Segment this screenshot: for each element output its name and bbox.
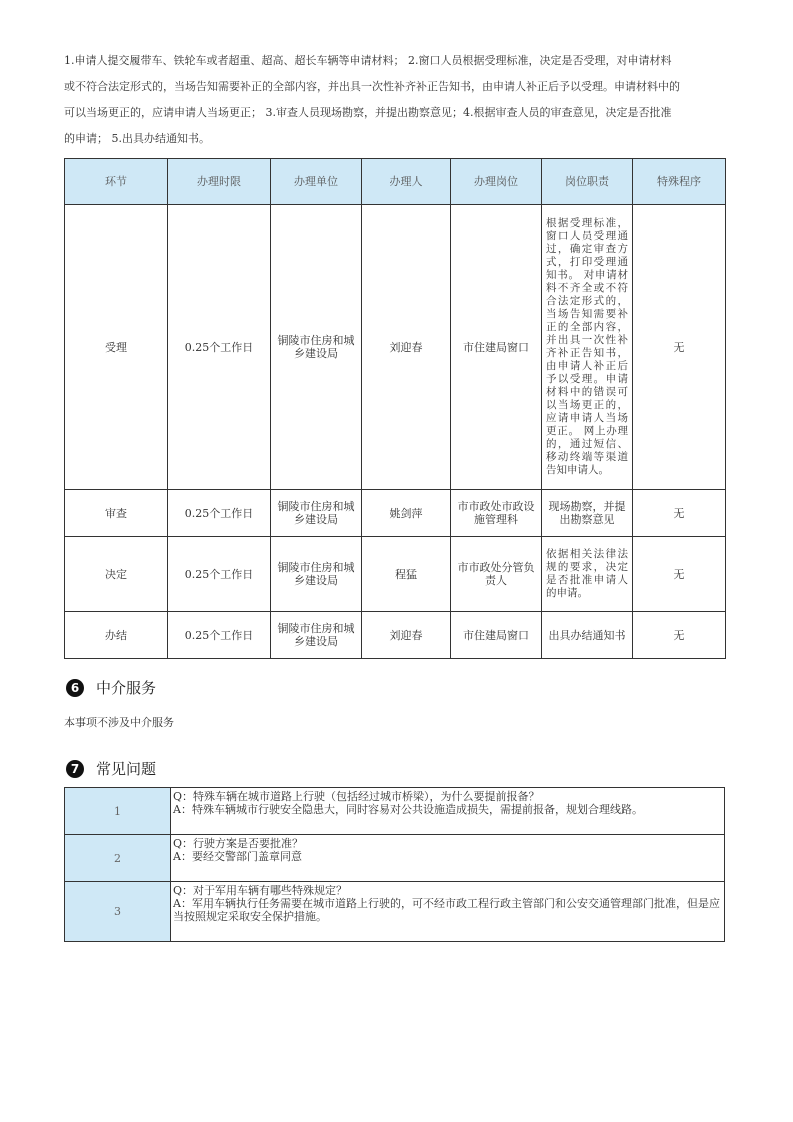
table-cell: 0.25个工作日 — [168, 490, 271, 537]
table-cell: 姚剑萍 — [362, 490, 451, 537]
faq-content — [171, 882, 725, 942]
table-cell: 刘迎春 — [362, 612, 451, 659]
section-title: 常见问题 — [96, 760, 157, 778]
column-header: 办理单位 — [271, 159, 362, 205]
table-cell: 根据受理标准，窗口人员受理通过，确定审查方式，打印受理通知书。 对申请材料不齐全或不符合法定形式的，当场告知需要补正的全部内容，并出具一次性补齐补正告知书，由申请人补正后予以受理。申请材料中的错误可以当场更正的，应请申请人当场更正。 网上办理的，通过短信、移动终端等渠道告知申请人。 — [542, 205, 633, 490]
table-cell: 市住建局窗口 — [451, 612, 542, 659]
column-header: 办理时限 — [168, 159, 271, 205]
section-heading-faq — [66, 758, 156, 779]
faq-answer: A：特殊车辆城市行驶安全隐患大，同时容易对公共设施造成损失，需提前报备，规划合理线路。 — [173, 803, 643, 816]
table-cell: 无 — [633, 205, 726, 490]
faq-row — [65, 788, 725, 835]
intro-line: 的申请； 5.出具办结通知书。 — [64, 132, 210, 145]
table-row — [65, 490, 726, 537]
table-cell: 0.25个工作日 — [168, 205, 271, 490]
table-cell: 无 — [633, 537, 726, 612]
faq-question: Q：特殊车辆在城市道路上行驶（包括经过城市桥梁），为什么要提前报备？ — [173, 790, 540, 803]
table-cell: 无 — [633, 490, 726, 537]
faq-index: 3 — [65, 882, 171, 942]
intro-line: 可以当场更正的，应请申请人当场更正； 3.审查人员现场勘察，并提出勘察意见；4.根据审查人员的审查意见，决定是否批准 — [64, 106, 672, 119]
faq-answer: A：军用车辆执行任务需要在城市道路上行驶的，可不经市政工程行政主管部门和公安交通管理部门批准，但是应当按照规定采取安全保护措施。 — [173, 897, 720, 923]
table-cell: 市市政处分管负责人 — [451, 537, 542, 612]
column-header: 办理岗位 — [451, 159, 542, 205]
section-number-badge: 7 — [66, 760, 84, 778]
column-header: 环节 — [65, 159, 168, 205]
intermediary-note: 本事项不涉及中介服务 — [64, 716, 174, 729]
faq-answer: A：要经交警部门盖章同意 — [173, 850, 302, 863]
column-header: 办理人 — [362, 159, 451, 205]
faq-content — [171, 835, 725, 882]
table-cell: 办结 — [65, 612, 168, 659]
table-cell: 0.25个工作日 — [168, 537, 271, 612]
section-heading-intermediary — [66, 677, 156, 698]
table-cell: 决定 — [65, 537, 168, 612]
table-cell: 铜陵市住房和城乡建设局 — [271, 205, 362, 490]
intro-line: 1.申请人提交履带车、铁轮车或者超重、超高、超长车辆等申请材料； 2.窗口人员根据受理标准，决定是否受理，对申请材料 — [64, 54, 672, 67]
table-row — [65, 612, 726, 659]
table-cell: 市市政处市政设施管理科 — [451, 490, 542, 537]
table-row — [65, 537, 726, 612]
table-cell: 0.25个工作日 — [168, 612, 271, 659]
table-cell: 铜陵市住房和城乡建设局 — [271, 537, 362, 612]
faq-content — [171, 788, 725, 835]
procedure-description — [64, 48, 732, 152]
table-cell: 无 — [633, 612, 726, 659]
table-cell: 受理 — [65, 205, 168, 490]
table-cell: 刘迎春 — [362, 205, 451, 490]
column-header: 岗位职责 — [542, 159, 633, 205]
table-cell: 程猛 — [362, 537, 451, 612]
table-cell: 铜陵市住房和城乡建设局 — [271, 490, 362, 537]
faq-question: Q：对于军用车辆有哪些特殊规定？ — [173, 884, 348, 897]
table-cell: 依据相关法律法规的要求，决定是否批准申请人的申请。 — [542, 537, 633, 612]
table-cell: 铜陵市住房和城乡建设局 — [271, 612, 362, 659]
faq-index: 2 — [65, 835, 171, 882]
table-cell: 审查 — [65, 490, 168, 537]
faq-row — [65, 882, 725, 942]
table-cell: 现场勘察，并提出勘察意见 — [542, 490, 633, 537]
faq-index: 1 — [65, 788, 171, 835]
faq-table — [64, 787, 725, 942]
section-title: 中介服务 — [96, 679, 157, 697]
faq-question: Q：行驶方案是否要批准？ — [173, 837, 304, 850]
table-row — [65, 205, 726, 490]
process-table-header-row — [65, 159, 726, 205]
intro-line: 或不符合法定形式的，当场告知需要补正的全部内容，并出具一次性补齐补正告知书，由申请人补正后予以受理。申请材料中的 — [64, 80, 680, 93]
process-table — [64, 158, 726, 659]
section-number-badge: 6 — [66, 679, 84, 697]
table-cell: 市住建局窗口 — [451, 205, 542, 490]
table-cell: 出具办结通知书 — [542, 612, 633, 659]
faq-row — [65, 835, 725, 882]
column-header: 特殊程序 — [633, 159, 726, 205]
